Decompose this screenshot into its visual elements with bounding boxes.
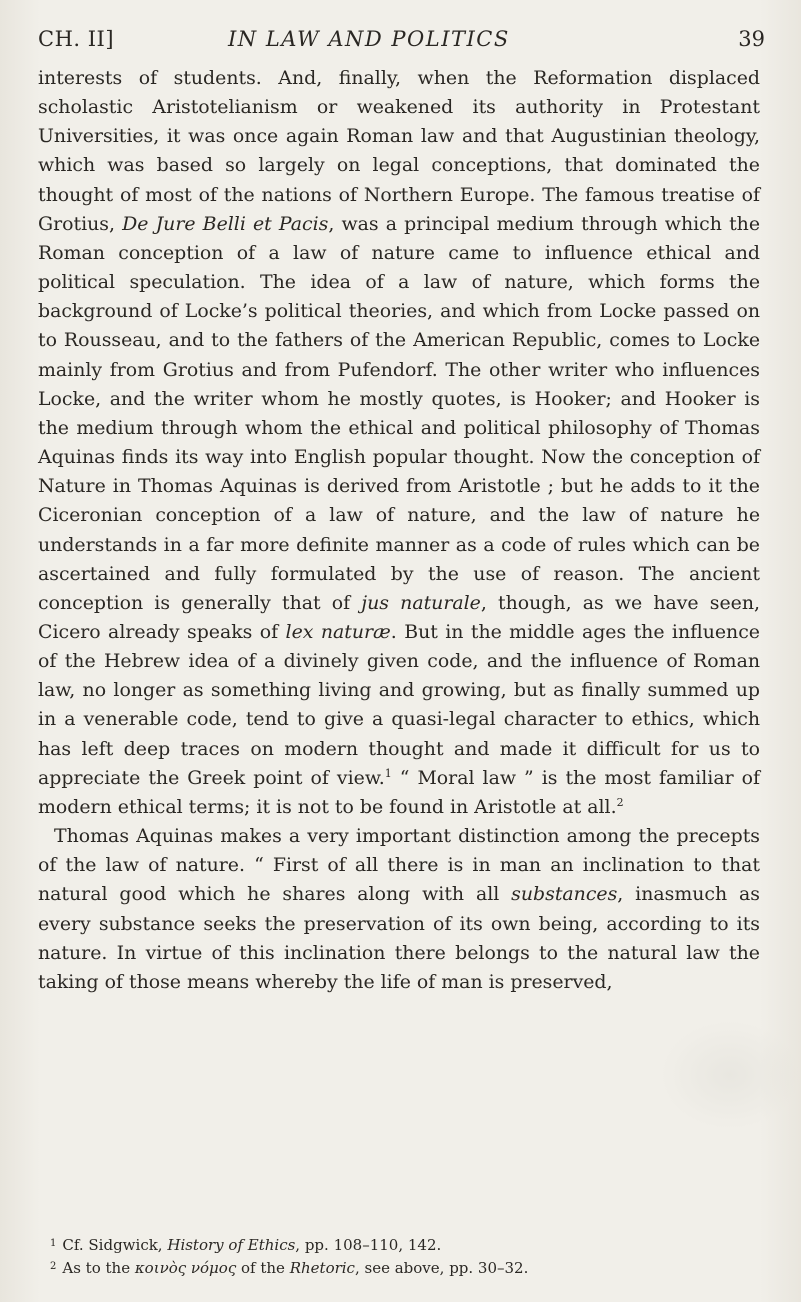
paragraph-1-text-d: . But in the middle ages the influence of the Hebrew idea of a divinely given code, and the influence of Roman law, no longer as something living and growing, but as finally summed up in a venerable code, tend to give a quasi-legal character to ethics, which has left deep traces on modern thought and made it difficult for us to appreciate the Greek point of view.	[38, 620, 760, 789]
show-through-mark	[660, 1020, 800, 1130]
body-text	[38, 64, 760, 997]
chapter-label: CH. II]	[38, 27, 115, 51]
paragraph-2-text-b: , inasmuch as every substance seeks the preservation of its own being, according to its nature. In virtue of this inclination there belongs to the natural law the taking of those means whereby the life of man is preserved,	[38, 883, 760, 993]
paragraph-1-text-b: , was a principal medium through which the Roman conception of a law of nature came to influence ethical and political speculation. The idea of a law of nature, which forms the background of Locke’s political theories, and which from Locke passed on to Rousseau, and to the fathers of the American Republic, comes to Locke mainly from Grotius and from Pufendorf. The other writer who influences Locke, and the writer whom he mostly quotes, is Hooker; and Hooker is the medium through whom the ethical and political philosophy of Thomas Aquinas finds its way into English popular thought. Now the conception of Nature in Thomas Aquinas is derived from Aristotle ; but he adds to it the Ciceronian conception of a law of nature, and the law of nature he understands in a far more definite manner as a code of rules which can be ascertained and fully formulated by the use of reason. The ancient conception is generally that of	[38, 212, 761, 614]
footnote-1-mark: 1	[50, 1238, 57, 1249]
footnote-2-text-a: As to the	[62, 1259, 135, 1277]
paragraph-2	[38, 822, 760, 997]
footnote-2-mark: 2	[50, 1261, 57, 1272]
term-jus-naturale: jus naturale	[361, 591, 481, 614]
footnote-ref-2[interactable]: 2	[616, 795, 624, 809]
paragraph-1	[38, 64, 760, 822]
paragraph-1-text-e: “ Moral law ” is the most familiar of modern ethical terms; it is not to be found in Aristotle at all.	[38, 766, 760, 818]
footnote-ref-1[interactable]: 1	[384, 766, 392, 780]
paragraph-1-text-a: interests of students. And, finally, when the Reformation displaced scholastic Aristotelianism or weakened its authority in Protestant Universities, it was once again Roman law and that Augustinian theology, which was based so largely on legal conceptions, that dominated the thought of most of the nations of Northern Europe. The famous treatise of Grotius,	[38, 67, 760, 235]
paragraph-2-text-a: Thomas Aquinas makes a very important distinction among the precepts of the law of nature. “ First of all there is in man an inclination to that natural good which he shares along with all	[38, 825, 760, 906]
book-title-de-jure-belli: De Jure Belli et Pacis	[122, 212, 329, 235]
footnote-2-text-b: of the	[236, 1259, 290, 1277]
footnote-2-title: Rhetoric	[289, 1259, 355, 1277]
page-number: 39	[738, 27, 765, 51]
paragraph-1-text-c: , though, as we have seen, Cicero already speaks of	[38, 591, 760, 643]
footnote-2	[38, 1256, 760, 1279]
footnote-2-greek: κοινὸς νόμος	[134, 1259, 237, 1277]
footnote-1-text-a: Cf. Sidgwick,	[62, 1236, 168, 1254]
term-substances: substances	[511, 883, 618, 906]
term-lex-naturae: lex naturæ	[285, 620, 391, 643]
running-head	[38, 22, 765, 56]
footnote-1-text-b: , pp. 108–110, 142.	[295, 1236, 442, 1254]
footnote-1	[38, 1233, 760, 1256]
footnote-2-text-c: , see above, pp. 30–32.	[354, 1259, 529, 1277]
running-title: IN LAW AND POLITICS	[228, 27, 510, 51]
footnote-1-title: History of Ethics	[167, 1236, 296, 1254]
footnotes	[38, 1233, 760, 1279]
